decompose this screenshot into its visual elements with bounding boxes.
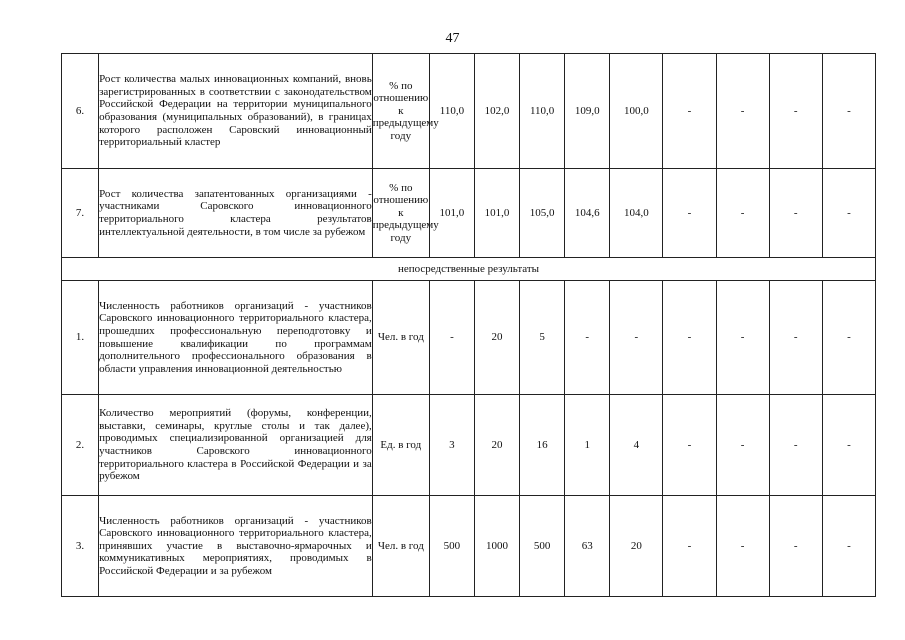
- value-cell: 104,0: [610, 169, 663, 258]
- table-row: [62, 169, 876, 258]
- value-cell: -: [716, 395, 769, 496]
- table-row: [62, 54, 876, 169]
- value-cell: 104,6: [565, 169, 610, 258]
- value-cell: -: [663, 496, 716, 597]
- value-cell: -: [822, 395, 875, 496]
- indicators-table: [61, 53, 876, 597]
- table-row: [62, 281, 876, 395]
- value-cell: 5: [520, 281, 565, 395]
- indicator-description: Численность работников организаций - участников Саровского инновационного территориального кластера, прошедших профессиональную переподготовку и повышение квалификации по программам дополнительного профессионального образования в области управления инновационной деятельностью: [99, 281, 373, 395]
- value-cell: 20: [610, 496, 663, 597]
- row-number: 7.: [62, 169, 99, 258]
- value-cell: 110,0: [520, 54, 565, 169]
- value-cell: -: [822, 169, 875, 258]
- value-cell: 1000: [474, 496, 519, 597]
- value-cell: 102,0: [474, 54, 519, 169]
- value-cell: 20: [474, 281, 519, 395]
- value-cell: -: [769, 395, 822, 496]
- indicator-description: Рост количества малых инновационных компаний, вновь зарегистрированных в соответствии с законодательством Российской Федерации на территории муниципального образования (муниципальных образований), в границах которого расположен Саровский инновационный территориальный кластер: [99, 54, 373, 169]
- value-cell: 1: [565, 395, 610, 496]
- row-number: 3.: [62, 496, 99, 597]
- value-cell: 63: [565, 496, 610, 597]
- value-cell: -: [610, 281, 663, 395]
- table-row: [62, 395, 876, 496]
- value-cell: 20: [474, 395, 519, 496]
- row-number: 6.: [62, 54, 99, 169]
- value-cell: -: [663, 54, 716, 169]
- section-row: [62, 258, 876, 281]
- value-cell: 105,0: [520, 169, 565, 258]
- value-cell: -: [716, 496, 769, 597]
- value-cell: -: [769, 496, 822, 597]
- indicator-description: Рост количества запатентованных организациями - участниками Саровского инновационного территориального кластера результатов интеллектуальной деятельности, в том числе за рубежом: [99, 169, 373, 258]
- value-cell: -: [716, 281, 769, 395]
- section-title: непосредственные результаты: [62, 258, 876, 281]
- value-cell: -: [822, 281, 875, 395]
- value-cell: -: [663, 169, 716, 258]
- value-cell: -: [663, 395, 716, 496]
- value-cell: -: [565, 281, 610, 395]
- value-cell: 109,0: [565, 54, 610, 169]
- indicator-description: Количество мероприятий (форумы, конференции, выставки, семинары, круглые столы и так далее), проводимых специализированной организацией для участников Саровского инновационного территориального кластера в Российской Федерации и за рубежом: [99, 395, 373, 496]
- value-cell: 100,0: [610, 54, 663, 169]
- value-cell: -: [822, 496, 875, 597]
- value-cell: -: [769, 169, 822, 258]
- value-cell: 16: [520, 395, 565, 496]
- row-number: 1.: [62, 281, 99, 395]
- unit-cell: % по отношению к предыдущему году: [372, 54, 429, 169]
- unit-cell: % по отношению к предыдущему году: [372, 169, 429, 258]
- row-number: 2.: [62, 395, 99, 496]
- value-cell: -: [769, 281, 822, 395]
- value-cell: 3: [429, 395, 474, 496]
- value-cell: -: [429, 281, 474, 395]
- value-cell: 500: [520, 496, 565, 597]
- indicator-description: Численность работников организаций - участников Саровского инновационного территориального кластера, принявших участие в выставочно-ярмарочных и коммуникативных мероприятиях, проводимых в Российской Федерации и за рубежом: [99, 496, 373, 597]
- value-cell: -: [822, 54, 875, 169]
- unit-cell: Чел. в год: [372, 496, 429, 597]
- page-number: 47: [445, 31, 460, 46]
- table-row: [62, 496, 876, 597]
- value-cell: -: [716, 169, 769, 258]
- value-cell: 110,0: [429, 54, 474, 169]
- value-cell: -: [769, 54, 822, 169]
- unit-cell: Ед. в год: [372, 395, 429, 496]
- value-cell: 4: [610, 395, 663, 496]
- unit-cell: Чел. в год: [372, 281, 429, 395]
- value-cell: 101,0: [474, 169, 519, 258]
- value-cell: 500: [429, 496, 474, 597]
- value-cell: -: [716, 54, 769, 169]
- value-cell: 101,0: [429, 169, 474, 258]
- value-cell: -: [663, 281, 716, 395]
